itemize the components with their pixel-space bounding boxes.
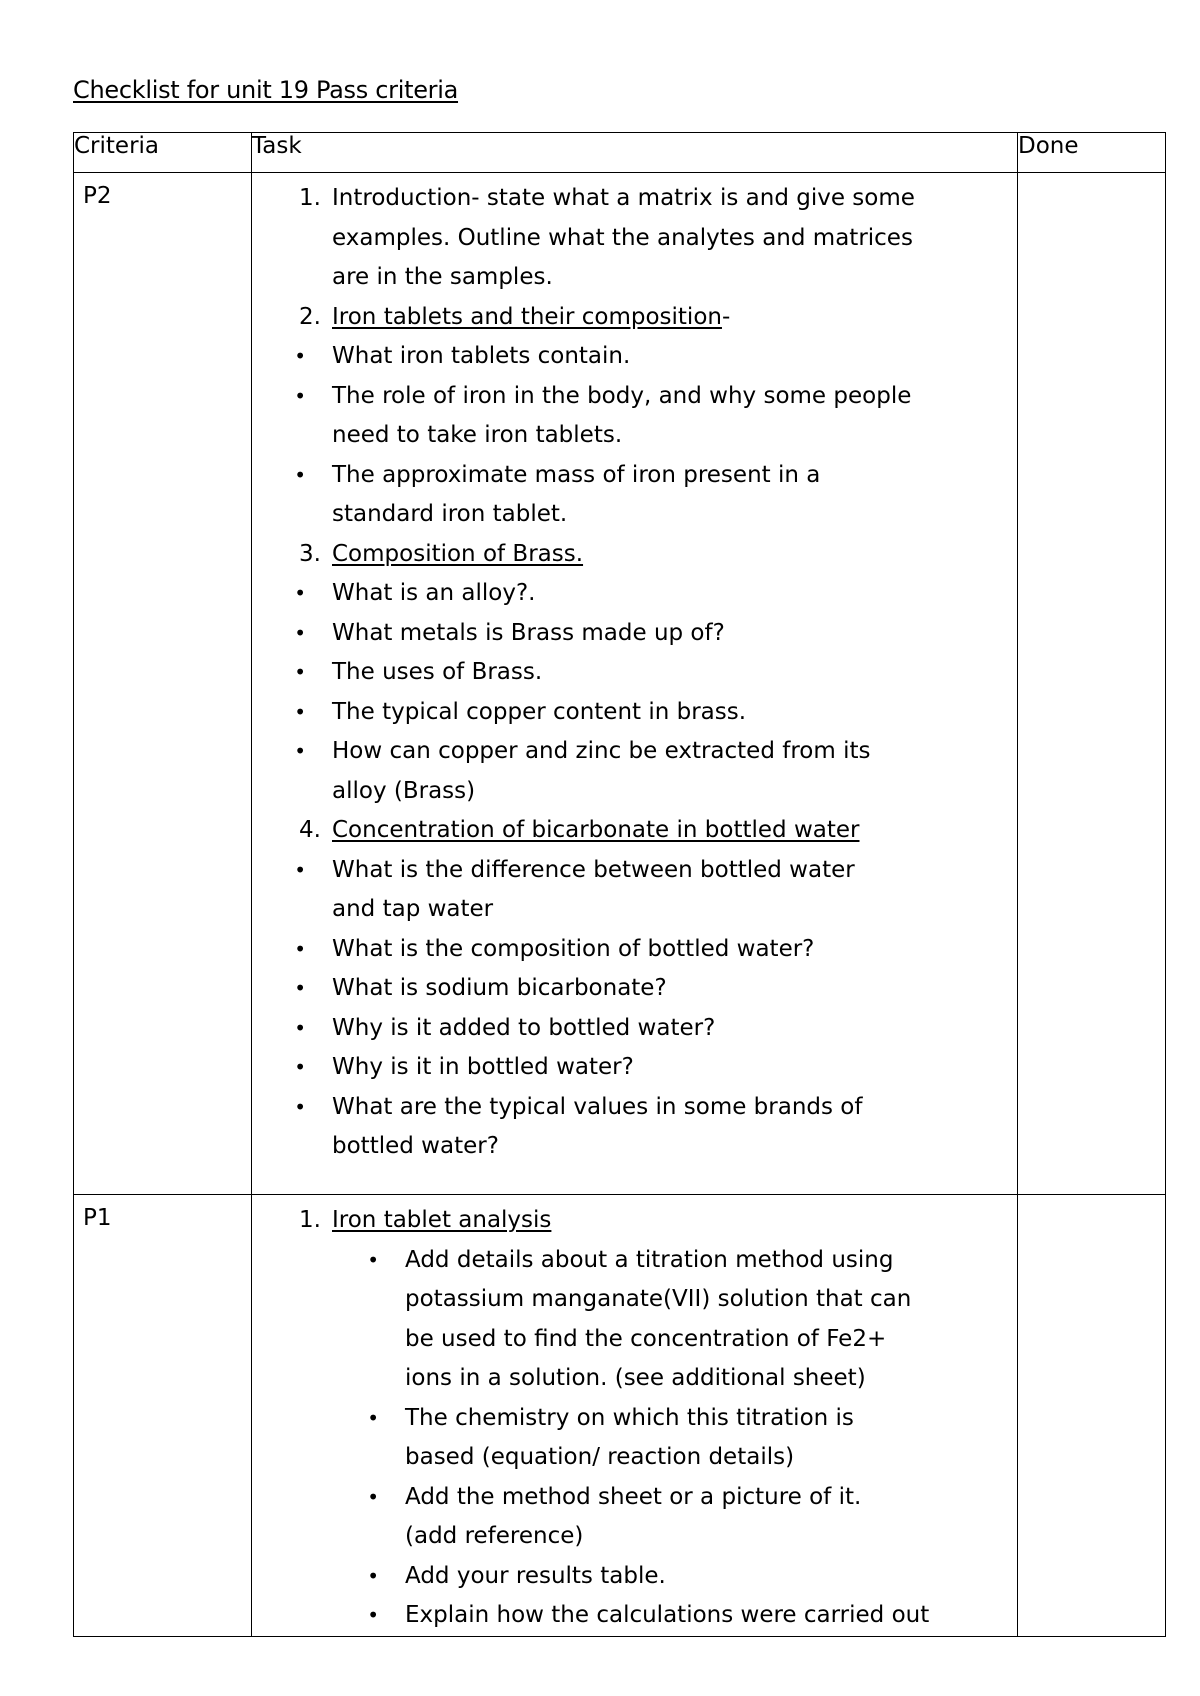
header-task: Task <box>252 133 1018 173</box>
item-text: What metals is Brass made up of? <box>332 619 725 646</box>
bullet-dot-icon: • <box>294 699 306 724</box>
item-text: examples. Outline what the analytes and matrices <box>332 224 913 251</box>
item-text: What is sodium bicarbonate? <box>332 975 667 1001</box>
item-number: 1. <box>299 185 321 211</box>
bullet-dot-icon: • <box>367 1484 379 1509</box>
item-text: be used to find the concentration of Fe2+ <box>405 1325 887 1352</box>
bullet-dot-icon: • <box>367 1247 379 1272</box>
header-criteria: Criteria <box>74 133 252 173</box>
item-text: ions in a solution. (see additional sheet) <box>405 1365 866 1391</box>
bullet-item <box>252 1320 1007 1360</box>
bullet-item <box>252 1438 1007 1478</box>
page-title: Checklist for unit 19 Pass criteria <box>73 76 459 104</box>
numbered-item <box>82 179 1007 219</box>
bullet-item <box>252 1280 1007 1320</box>
item-text: Add your results table. <box>405 1562 666 1589</box>
bullet-item <box>252 930 1007 970</box>
line-indent <box>252 1320 405 1360</box>
bullet-dot-icon: • <box>294 383 306 408</box>
bullet-item <box>252 1399 1007 1439</box>
bullet-dot-icon: • <box>294 936 306 961</box>
done-cell[interactable] <box>1018 1195 1166 1637</box>
bullet-dot-icon: • <box>294 739 306 763</box>
line-indent <box>82 219 332 259</box>
line-indent <box>252 890 332 930</box>
item-number: 4. <box>299 817 321 843</box>
item-text: What iron tablets contain. <box>332 343 631 369</box>
item-text: The typical copper content in brass. <box>332 698 747 725</box>
bullet-item <box>252 969 1007 1009</box>
bullet-item <box>252 1241 1007 1281</box>
item-text: What is an alloy?. <box>332 580 536 606</box>
bullet-item <box>252 614 1007 654</box>
bullet-item <box>252 772 1007 812</box>
item-text: alloy (Brass) <box>332 777 476 804</box>
bullet-item <box>252 456 1007 496</box>
item-number: 1. <box>299 1207 321 1233</box>
item-text: What is the composition of bottled water? <box>332 935 815 962</box>
item-text: and tap water <box>332 896 494 922</box>
numbered-item <box>82 535 1007 575</box>
bullet-dot-icon: • <box>294 857 306 882</box>
criteria-cell: P2 <box>74 173 252 1195</box>
item-text: Explain how the calculations were carried out <box>405 1602 930 1628</box>
item-text: (add reference) <box>405 1523 584 1549</box>
task-cell <box>252 173 1018 1195</box>
numbered-item <box>82 219 1007 259</box>
item-text: standard iron tablet. <box>332 501 568 527</box>
bullet-item <box>252 1478 1007 1518</box>
item-text: How can copper and zinc be extracted from its <box>332 738 871 764</box>
header-done: Done <box>1018 133 1166 173</box>
done-cell[interactable] <box>1018 173 1166 1195</box>
item-text: based (equation/ reaction details) <box>405 1444 795 1470</box>
bullet-dot-icon: • <box>294 1015 306 1040</box>
bullet-item <box>252 693 1007 733</box>
item-text: Iron tablet analysis <box>332 1207 552 1233</box>
line-indent <box>252 772 332 812</box>
bullet-item <box>252 1596 1007 1636</box>
item-text: Add details about a titration method using <box>405 1246 894 1273</box>
table-row <box>74 173 1166 1195</box>
item-text: potassium manganate(VII) solution that can <box>405 1286 912 1312</box>
bullet-dot-icon: • <box>294 976 306 1000</box>
bullet-item <box>252 653 1007 693</box>
bullet-dot-icon: • <box>367 1405 379 1430</box>
bullet-item <box>252 1048 1007 1088</box>
item-number: 2. <box>299 303 321 330</box>
bullet-item <box>252 851 1007 891</box>
item-text: Composition of Brass. <box>332 540 584 567</box>
line-indent <box>252 1517 405 1557</box>
item-text: Why is it added to bottled water? <box>332 1014 716 1041</box>
table-row <box>74 1195 1166 1637</box>
bullet-dot-icon: • <box>294 344 306 368</box>
bullet-item <box>252 1359 1007 1399</box>
bullet-item <box>252 337 1007 377</box>
line-indent <box>252 1280 405 1320</box>
numbered-item <box>82 258 1007 298</box>
bullet-item <box>252 416 1007 456</box>
bullet-dot-icon: • <box>367 1603 379 1627</box>
bullet-dot-icon: • <box>294 620 306 645</box>
line-indent <box>82 258 332 298</box>
numbered-item <box>82 298 1007 338</box>
item-text: Introduction- state what a matrix is and give some <box>332 185 915 211</box>
bullet-dot-icon: • <box>367 1563 379 1588</box>
bullet-item <box>252 1127 1007 1167</box>
line-indent <box>252 495 332 535</box>
item-text: What are the typical values in some brands of <box>332 1093 863 1120</box>
bullet-item <box>252 890 1007 930</box>
line-indent <box>252 1359 405 1399</box>
numbered-item <box>82 811 1007 851</box>
criteria-cell: P1 <box>74 1195 252 1637</box>
item-text: The chemistry on which this titration is <box>405 1404 854 1431</box>
bullet-item <box>252 1009 1007 1049</box>
line-indent <box>252 416 332 456</box>
item-text: Add the method sheet or a picture of it. <box>405 1483 862 1510</box>
item-text: need to take iron tablets. <box>332 422 623 448</box>
bullet-item <box>252 1557 1007 1597</box>
item-text: Iron tablets and their composition- <box>332 303 731 330</box>
item-text: The approximate mass of iron present in a <box>332 461 821 488</box>
bullet-item <box>252 732 1007 772</box>
task-cell <box>252 1195 1018 1637</box>
item-text: Why is it in bottled water? <box>332 1054 634 1080</box>
item-text: What is the difference between bottled water <box>332 856 855 883</box>
bullet-item <box>252 1088 1007 1128</box>
bullet-item <box>252 495 1007 535</box>
bullet-item <box>252 574 1007 614</box>
bullet-dot-icon: • <box>294 1055 306 1079</box>
numbered-item <box>82 1201 1007 1241</box>
checklist-table <box>73 132 1166 1637</box>
item-text: The role of iron in the body, and why some people <box>332 382 912 409</box>
bullet-item <box>252 1517 1007 1557</box>
item-number: 3. <box>299 540 321 567</box>
item-text: are in the samples. <box>332 264 553 290</box>
bullet-dot-icon: • <box>294 462 306 487</box>
line-indent <box>252 1438 405 1478</box>
line-indent <box>252 1127 332 1167</box>
bullet-dot-icon: • <box>294 581 306 605</box>
item-suffix: - <box>721 303 731 330</box>
table-header-row <box>74 133 1166 173</box>
item-text: The uses of Brass. <box>332 659 543 685</box>
bullet-item <box>252 377 1007 417</box>
bullet-dot-icon: • <box>294 1094 306 1119</box>
bullet-dot-icon: • <box>294 660 306 684</box>
item-text: bottled water? <box>332 1133 499 1159</box>
item-text: Concentration of bicarbonate in bottled water <box>332 817 860 843</box>
